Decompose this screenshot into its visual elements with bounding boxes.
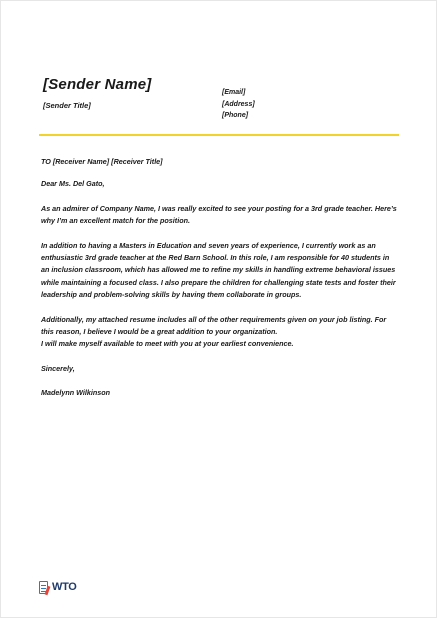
paragraph-experience: In addition to having a Masters in Education and seven years of experience, I currently work as an enthusiastic 3rd grade teacher at the Red Barn School. In this role, I am responsible for 40 students in an inclusion classroom, which has allowed me to refine my skills in handling extreme behavioral issues while maintaining a focused class. I also prepare the children for challenging state tests and foster their leadership and problem-solving skills by having them collaborate in groups.: [41, 240, 396, 300]
contact-address: [Address]: [222, 100, 255, 108]
header-divider: [39, 134, 399, 136]
letter-body: [41, 156, 399, 400]
paragraph-additional: Additionally, my attached resume includes all of the other requirements given on your job listing. For this reason, I believe I would be a great addition to your organization.: [41, 314, 387, 337]
paragraph-intro: As an admirer of Company Name, I was really excited to see your posting for a 3rd grade teacher. Here’s why I’m an excellent match for the position.: [41, 203, 397, 226]
contact-phone: [Phone]: [222, 112, 249, 119]
contact-email: [Email]: [222, 89, 246, 96]
paragraph-availability: I will make myself available to meet with you at your earliest convenience.: [41, 339, 294, 349]
logo-wordmark: WTO: [52, 581, 77, 593]
contact-block: [222, 87, 255, 122]
salutation: Dear Ms. Del Gato,: [41, 179, 105, 189]
sender-name: [Sender Name]: [43, 76, 152, 93]
wto-logo: [39, 578, 77, 598]
closing: Sincerely,: [41, 363, 75, 373]
receiver-line: TO [Receiver Name] [Receiver Title]: [41, 157, 163, 166]
signature-name: Madelynn Wilkinson: [41, 388, 111, 398]
sender-title: [Sender Title]: [43, 101, 91, 110]
document-pen-icon: [39, 580, 50, 596]
